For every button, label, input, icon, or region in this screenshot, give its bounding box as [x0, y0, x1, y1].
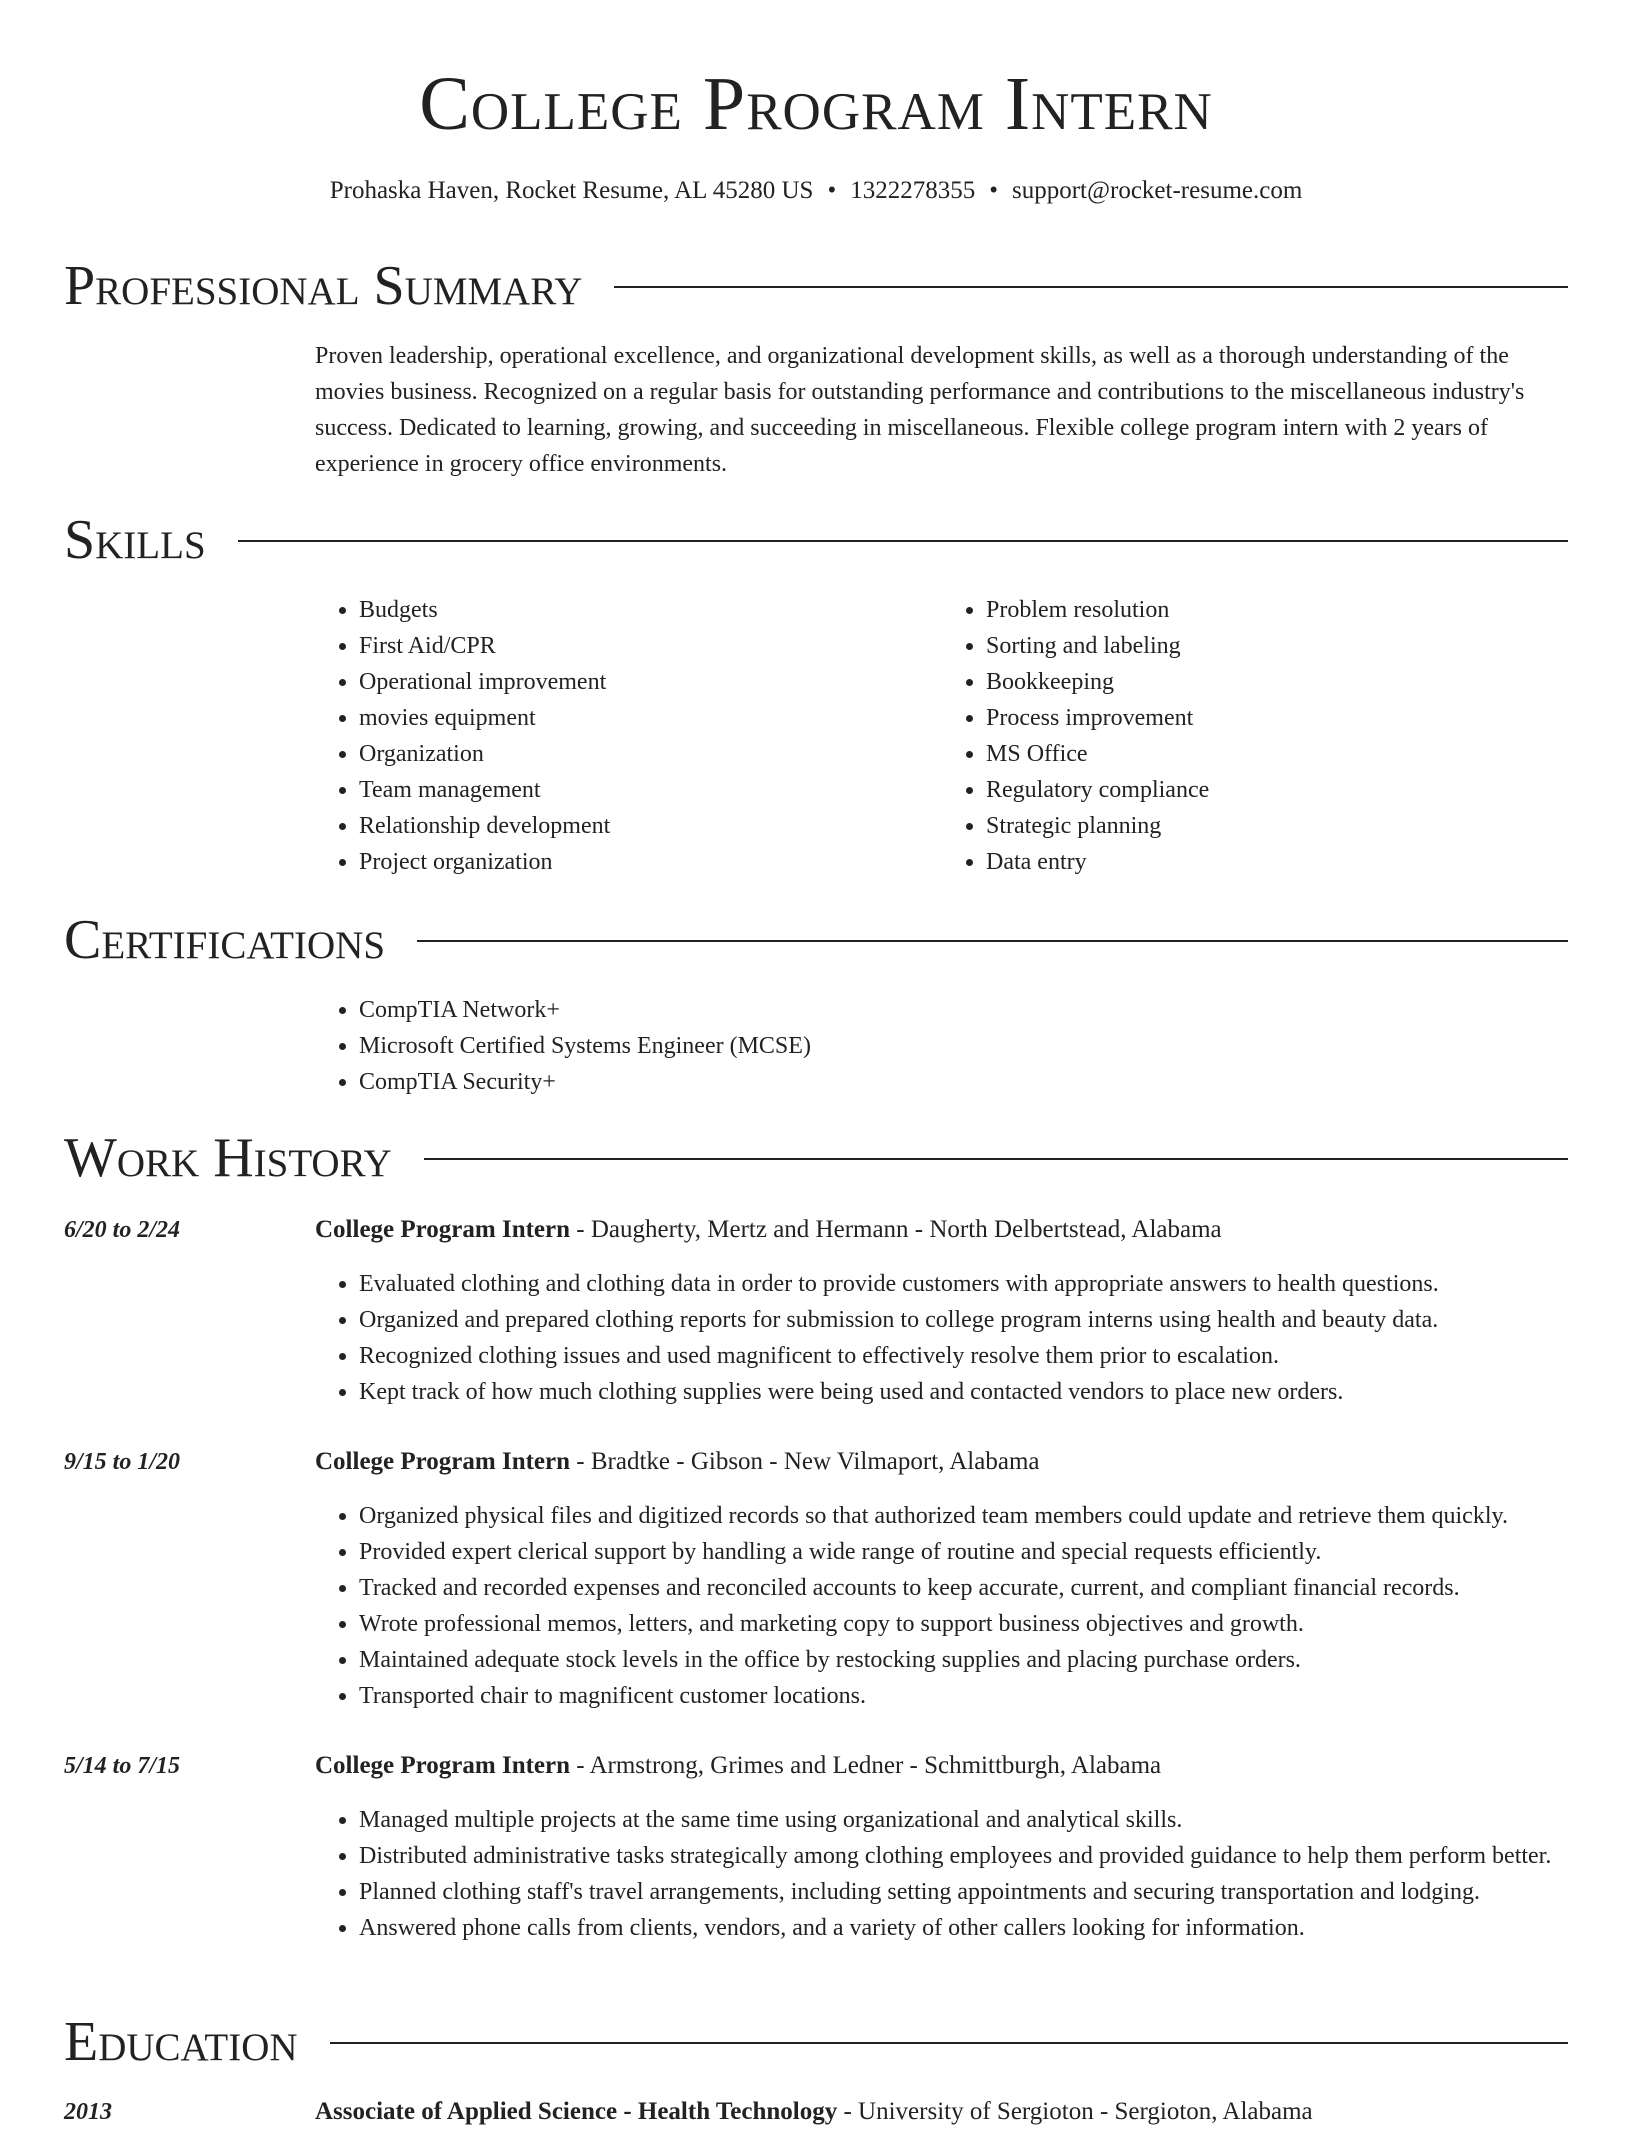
- job-bullet: • Evaluated clothing and clothing data in order to provide customers with appropriate answers to health questions.: [359, 1266, 1569, 1302]
- section-divider: [614, 286, 1568, 288]
- section-title: Certifications: [64, 909, 386, 971]
- job-bullet: • Maintained adequate stock levels in the office by restocking supplies and placing purchase orders.: [359, 1642, 1569, 1678]
- section-divider: [417, 940, 1568, 942]
- job-title: College Program Intern: [315, 1448, 571, 1475]
- education-year: 2013: [64, 2099, 112, 2125]
- job-bullet: • Answered phone calls from clients, vendors, and a variety of other callers looking for information.: [359, 1910, 1569, 1946]
- section-professional-summary: [64, 254, 1568, 318]
- job-heading: [315, 1748, 1569, 1784]
- separator-dot: •: [989, 177, 998, 204]
- skill-item: • Organization: [359, 736, 942, 772]
- skills-list-right: [942, 592, 1569, 880]
- job-bullet: • Wrote professional memos, letters, and marketing copy to support business objectives and growth.: [359, 1606, 1569, 1642]
- skill-item: • Team management: [359, 772, 942, 808]
- job-bullets: [315, 1802, 1569, 1946]
- phone: 1322278355: [850, 177, 976, 204]
- job-bullet: • Recognized clothing issues and used magnificent to effectively resolve them prior to escalation.: [359, 1338, 1569, 1374]
- skill-item: • Process improvement: [986, 700, 1569, 736]
- job-bullet: • Distributed administrative tasks strategically among clothing employees and provided guidance to help them perform better.: [359, 1838, 1569, 1874]
- summary-block: [315, 338, 1569, 482]
- skill-item: • Data entry: [986, 844, 1569, 880]
- job-heading: [315, 1444, 1569, 1480]
- education-heading: [315, 2094, 1569, 2130]
- skill-item: • Relationship development: [359, 808, 942, 844]
- summary-text: Proven leadership, operational excellence, and organizational development skills, as well as a thorough understanding of the movies business. Recognized on a regular basis for outstanding performance and contributions to the miscellaneous industry's success. Dedicated to learning, growing, and succeeding in miscellaneous. Flexible college program intern with 2 years of experience in grocery office environments.: [315, 343, 1525, 477]
- separator-dot: •: [827, 177, 837, 204]
- section-title: Work History: [64, 1127, 392, 1189]
- job-bullet: • Transported chair to magnificent customer locations.: [359, 1678, 1569, 1714]
- section-skills: [64, 508, 1568, 572]
- job-employer: - Armstrong, Grimes and Ledner - Schmittburgh, Alabama: [570, 1752, 1162, 1779]
- skill-item: • Sorting and labeling: [986, 628, 1569, 664]
- job-title: College Program Intern: [315, 1752, 571, 1779]
- job-bullet: • Tracked and recorded expenses and reconciled accounts to keep accurate, current, and compliant financial records.: [359, 1570, 1569, 1606]
- address: Prohaska Haven, Rocket Resume, AL 45280 US: [329, 177, 814, 204]
- job-bullets: [315, 1498, 1569, 1714]
- job-heading: [315, 1212, 1569, 1248]
- education-entry: [315, 2094, 1569, 2148]
- email[interactable]: support@rocket-resume.com: [1011, 177, 1303, 204]
- skill-item: • Operational improvement: [359, 664, 942, 700]
- job-bullets: [315, 1266, 1569, 1410]
- skill-item: • MS Office: [986, 736, 1569, 772]
- job-bullet: • Provided expert clerical support by handling a wide range of routine and special requests efficiently.: [359, 1534, 1569, 1570]
- section-certifications: [64, 908, 1568, 972]
- job-dates: 6/20 to 2/24: [64, 1217, 181, 1243]
- school: - University of Sergioton - Sergioton, Alabama: [837, 2098, 1313, 2125]
- section-title: Education: [64, 2011, 298, 2073]
- certifications-list: [315, 992, 1569, 1100]
- job-bullet: • Organized physical files and digitized records so that authorized team members could update and retrieve them quickly.: [359, 1498, 1569, 1534]
- job-bullet: • Planned clothing staff's travel arrangements, including setting appointments and securing transportation and lodging.: [359, 1874, 1569, 1910]
- job-bullet: • Organized and prepared clothing reports for submission to college program interns using health and beauty data.: [359, 1302, 1569, 1338]
- skill-item: • Strategic planning: [986, 808, 1569, 844]
- section-education: [64, 2010, 1568, 2074]
- skill-item: • Problem resolution: [986, 592, 1569, 628]
- section-divider: [330, 2042, 1568, 2044]
- certifications-block: [315, 992, 1569, 1100]
- job-dates: 5/14 to 7/15: [64, 1753, 181, 1779]
- degree: Associate of Applied Science - Health Technology: [315, 2098, 838, 2125]
- skill-item: • Bookkeeping: [986, 664, 1569, 700]
- skill-item: • Budgets: [359, 592, 942, 628]
- section-title: Skills: [64, 509, 206, 571]
- section-divider: [424, 1158, 1568, 1160]
- certification-item: • CompTIA Network+: [359, 992, 1569, 1028]
- skills-list-left: [315, 592, 942, 880]
- certification-item: • CompTIA Security+: [359, 1064, 1569, 1100]
- section-divider: [238, 540, 1568, 542]
- skill-item: • Project organization: [359, 844, 942, 880]
- skill-item: • movies equipment: [359, 700, 942, 736]
- job-employer: - Daugherty, Mertz and Hermann - North Delbertstead, Alabama: [570, 1216, 1222, 1243]
- job-entry: [315, 1212, 1569, 1410]
- section-title: Professional Summary: [64, 255, 583, 317]
- job-employer: - Bradtke - Gibson - New Vilmaport, Alabama: [570, 1448, 1040, 1475]
- skills-block: [315, 592, 1569, 880]
- job-bullet: • Managed multiple projects at the same time using organizational and analytical skills.: [359, 1802, 1569, 1838]
- job-entry: [315, 1444, 1569, 1714]
- section-work-history: [64, 1126, 1568, 1190]
- job-bullet: • Kept track of how much clothing supplies were being used and contacted vendors to place new orders.: [359, 1374, 1569, 1410]
- resume-name: College Program Intern: [419, 62, 1213, 146]
- job-dates: 9/15 to 1/20: [64, 1449, 181, 1475]
- job-title: College Program Intern: [315, 1216, 571, 1243]
- certification-item: • Microsoft Certified Systems Engineer (MCSE): [359, 1028, 1569, 1064]
- skill-item: • First Aid/CPR: [359, 628, 942, 664]
- contact-line: [0, 176, 1632, 206]
- skill-item: • Regulatory compliance: [986, 772, 1569, 808]
- job-entry: [315, 1748, 1569, 1946]
